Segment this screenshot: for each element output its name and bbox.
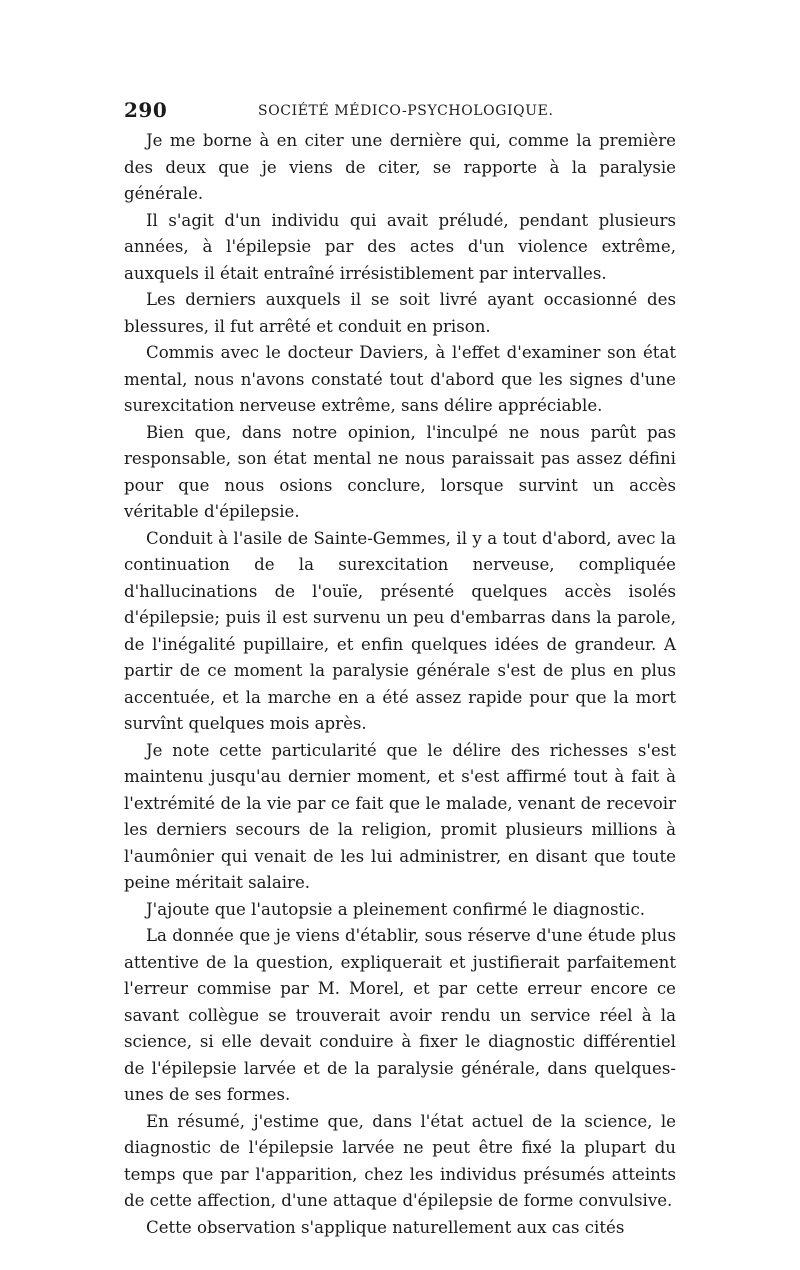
paragraph: Conduit à l'asile de Sainte-Gemmes, il y a tout d'abord, avec la continuation de la surexcitation nerveuse, compliquée d'hallucinations de l'ouïe, présenté quelques accès isolés d'épilepsie; puis il est survenu un peu d'embarras dans la parole, de l'inégalité pupillaire, et enfin quelques idées de grandeur. A partir de ce moment la paralysie générale s'est de plus en plus accentuée, et la marche en a été assez rapide pour que la mort survînt quelques mois après. (124, 528, 676, 733)
page-header (124, 98, 676, 122)
paragraph: Cette observation s'applique naturellement aux cas cités (146, 1217, 625, 1237)
page-number: 290 (124, 98, 168, 122)
paragraph: Je note cette particularité que le délire des richesses s'est maintenu jusqu'au dernier moment, et s'est affirmé tout à fait à l'extrémité de la vie par ce fait que le malade, venant de recevoir les derniers secours de la religion, promit plusieurs millions à l'aumônier qui venait de les lui administrer, en disant que toute peine méritait salaire. (124, 740, 676, 892)
paragraph: La donnée que je viens d'établir, sous réserve d'une étude plus attentive de la question, expliquerait et justifierait parfaitement l'erreur commise par M. Morel, et par cette erreur encore ce savant collègue se trouverait avoir rendu un service réel à la science, si elle devait conduire à fixer le diagnostic différentiel de l'épilepsie larvée et de la paralysie générale, dans quelques-unes de ses formes. (124, 926, 676, 1104)
running-head: SOCIÉTÉ MÉDICO-PSYCHOLOGIQUE. (258, 103, 554, 119)
paragraph: Il s'agit d'un individu qui avait préludé, pendant plusieurs années, à l'épilepsie par des actes d'un violence extrême, auxquels il était entraîné irrésistiblement par intervalles. (124, 210, 676, 283)
paragraph: En résumé, j'estime que, dans l'état actuel de la science, le diagnostic de l'épilepsie larvée ne peut être fixé la plupart du temps que par l'apparition, chez les individus présumés atteints de cette affection, d'une attaque d'épilepsie de forme convulsive. (124, 1111, 676, 1210)
paragraph: Bien que, dans notre opinion, l'inculpé ne nous parût pas responsable, son état mental ne nous paraissait pas assez défini pour que nous osions conclure, lorsque survint un accès véritable d'épilepsie. (124, 422, 676, 521)
paragraph: Commis avec le docteur Daviers, à l'effet d'examiner son état mental, nous n'avons constaté tout d'abord que les signes d'une surexcitation nerveuse extrême, sans délire appréciable. (124, 343, 676, 415)
paragraph: Les derniers auxquels il se soit livré ayant occasionné des blessures, il fut arrêté et conduit en prison. (124, 290, 676, 336)
paragraph: Je me borne à en citer une dernière qui, comme la première des deux que je viens de citer, se rapporte à la paralysie générale. (124, 131, 676, 203)
paragraph: J'ajoute que l'autopsie a pleinement confirmé le diagnostic. (146, 899, 646, 919)
body-text (124, 128, 676, 1241)
